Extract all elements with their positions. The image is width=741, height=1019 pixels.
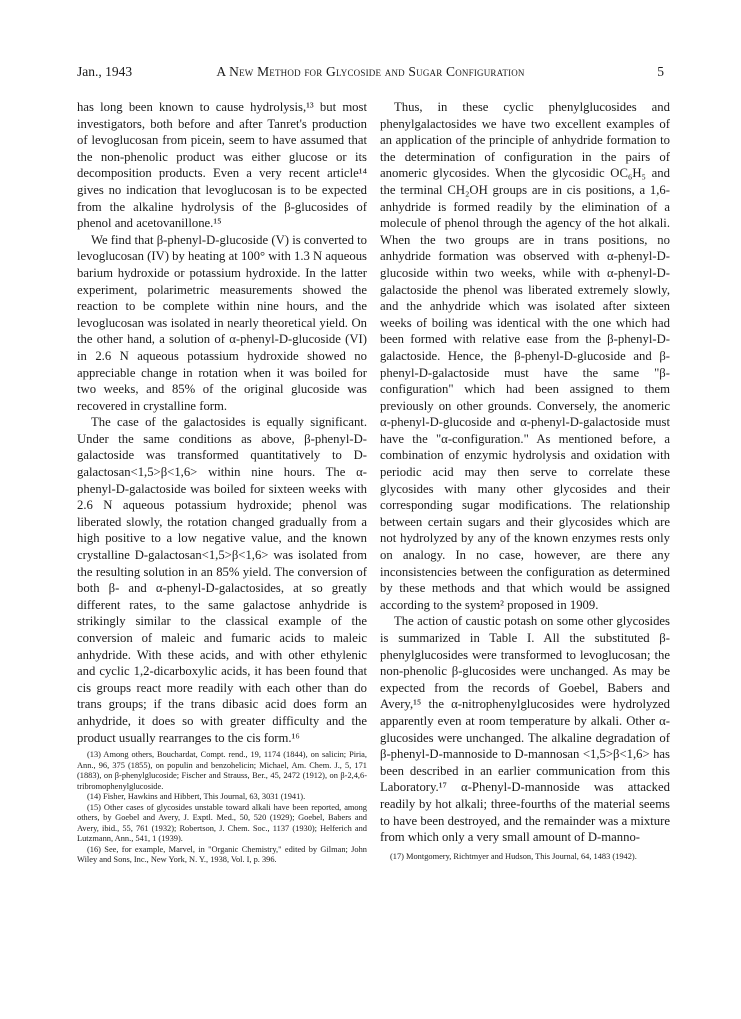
running-title: A New Method for Glycoside and Sugar Configuration	[216, 64, 525, 79]
footnote-14: (14) Fisher, Hawkins and Hibbert, This Journal, 63, 3031 (1941).	[87, 792, 306, 802]
footnote-15: (15) Other cases of glycosides unstable toward alkali have been reported, among others, by Goebel and Avery, J. Exptl. Med., 50, 520 (1929); Goebel, Babers and Avery, ibid., 55, 761 (1932); Robertson, J. Chem. Soc., 1137 (1930); Helferich and Lutzmann, Ann., 541, 1 (1939).	[77, 802, 367, 844]
footnote-16: (16) See, for example, Marvel, in "Organic Chemistry," edited by Gilman; John Wiley and Sons, Inc., New York, N. Y., 1938, Vol. I, p. 396.	[77, 844, 367, 865]
footnotes	[77, 750, 367, 866]
paragraph: has long been known to cause hydrolysis,¹³ but most investigators, both before and after Tanret's production of levoglucosan from picein, seem to have assumed that the non-phenolic product was either glucose or its decomposition products. Even a very recent article¹⁴ gives no indication that levoglucosan is to be expected from the alkaline hydrolysis of the β-glucosides of phenol and acetovanillone.¹⁵	[77, 100, 367, 231]
right-column	[380, 99, 670, 862]
left-column	[77, 99, 367, 866]
issue-date: Jan., 1943	[77, 64, 133, 79]
running-header	[77, 64, 664, 82]
paragraph: The action of caustic potash on some other glycosides is summarized in Table I. All the substituted β-phenylglucosides were transformed to levoglucosan; the non-phenolic β-glucosides were unchanged. As may be expected from the records of Goebel, Babers and Avery,¹⁵ the α-nitrophenylglucosides were hydrolyzed apparently even at room temperature by alkali. Other α-glucosides were unchanged. The alkaline degradation of β-phenyl-D-mannoside to D-mannosan <1,5>β<1,6> has been described in an earlier communication from this Laboratory.¹⁷ α-Phenyl-D-mannoside was attacked readily by hot alkali; three-fourths of the material seems to have been destroyed, and the remainder was a mixture from which only a very small amount of D-manno-	[380, 614, 670, 845]
page-number: 5	[657, 64, 664, 79]
paragraph: The case of the galactosides is equally significant. Under the same conditions as above, β-phenyl-D-galactoside was transformed quantitatively to D-galactosan<1,5>β<1,6> within nine hours. The α-phenyl-D-galactoside was boiled for sixteen weeks with 2.6 N aqueous potassium hydroxide; phenol was liberated slowly, the rotation changed gradually from a high positive to a low negative value, and the known crystalline D-galactosan<1,5>β<1,6> was isolated from the resulting solution in an 85% yield. The conversion of both β- and α-phenyl-D-galactosides, at so greatly different rates, to the same galactose anhydride is strikingly similar to the classical example of the conversion of maleic and fumaric acids to maleic anhydride. With these acids, and with other ethylenic and cyclic 1,2-dicarboxylic acids, it has been found that cis groups react more readily with each other than do trans groups; if the trans dibasic acid does form an anhydride, it does so with greater difficulty and the product usually rearranges to the cis form.¹⁶	[77, 415, 367, 745]
paragraph: Thus, in these cyclic phenylglucosides and phenylgalactosides we have two excellent examples of an application of the principle of anhydride formation to the determination of configuration in the pairs of anomeric glycosides. When the glycosidic OC₆H₅ and the terminal CH₂OH groups are in cis positions, a 1,6-anhydride is formed readily by the elimination of a molecule of phenol through the agency of the hot alkali. When the two groups are in trans positions, no anhydride formation was observed with α-phenyl-D-glucoside within two weeks, while with α-phenyl-D-galactoside the phenol was liberated extremely slowly, and the anhydride which was isolated after sixteen weeks of boiling was identical with the one which had been formed with relative ease from the β-phenyl-D-galactoside. Hence, the β-phenyl-D-glucoside and β-phenyl-D-galactoside must have the same "β-configuration" which had been assigned to them previously on other grounds. Conversely, the anomeric α-phenyl-D-glucoside and α-phenyl-D-galactoside must have the "α-configuration." As mentioned before, a combination of enzymic hydrolysis and oxidation with periodic acid may then serve to correlate these glycosides with many other glycosides and their corresponding sugar modifications. The relationship between certain sugars and their glycosides which are not hydrolyzed by any of the known enzymes rests only on analogy. In no case, however, are there any inconsistencies between the configuration as determined by these methods and that which would be assigned according to the system² proposed in 1909.	[380, 100, 670, 612]
paragraph: We find that β-phenyl-D-glucoside (V) is converted to levoglucosan (IV) by heating at 100° with 1.3 N aqueous barium hydroxide or potassium hydroxide. In the latter experiment, polarimetric measurements showed the reaction to be complete within nine hours, and the levoglucosan was isolated in nearly theoretical yield. On the other hand, a solution of α-phenyl-D-glucoside (VI) in 2.6 N aqueous potassium hydroxide showed no appreciable change in rotation when it was boiled for two weeks, and 85% of the original glucoside was recovered in crystalline form.	[77, 232, 367, 413]
footnote-17: (17) Montgomery, Richtmyer and Hudson, This Journal, 64, 1483 (1942).	[390, 851, 637, 861]
footnote-13: (13) Among others, Bouchardat, Compt. rend., 19, 1174 (1844), on salicin; Piria, Ann., 96, 375 (1855), on populin and benzohelicin; Michael, Am. Chem. J., 5, 171 (1883), on β-phenylglucoside; Fischer and Strauss, Ber., 45, 2472 (1912), on β-2,4,6-tribromophenylglucoside.	[77, 750, 367, 791]
footnotes	[380, 852, 670, 863]
